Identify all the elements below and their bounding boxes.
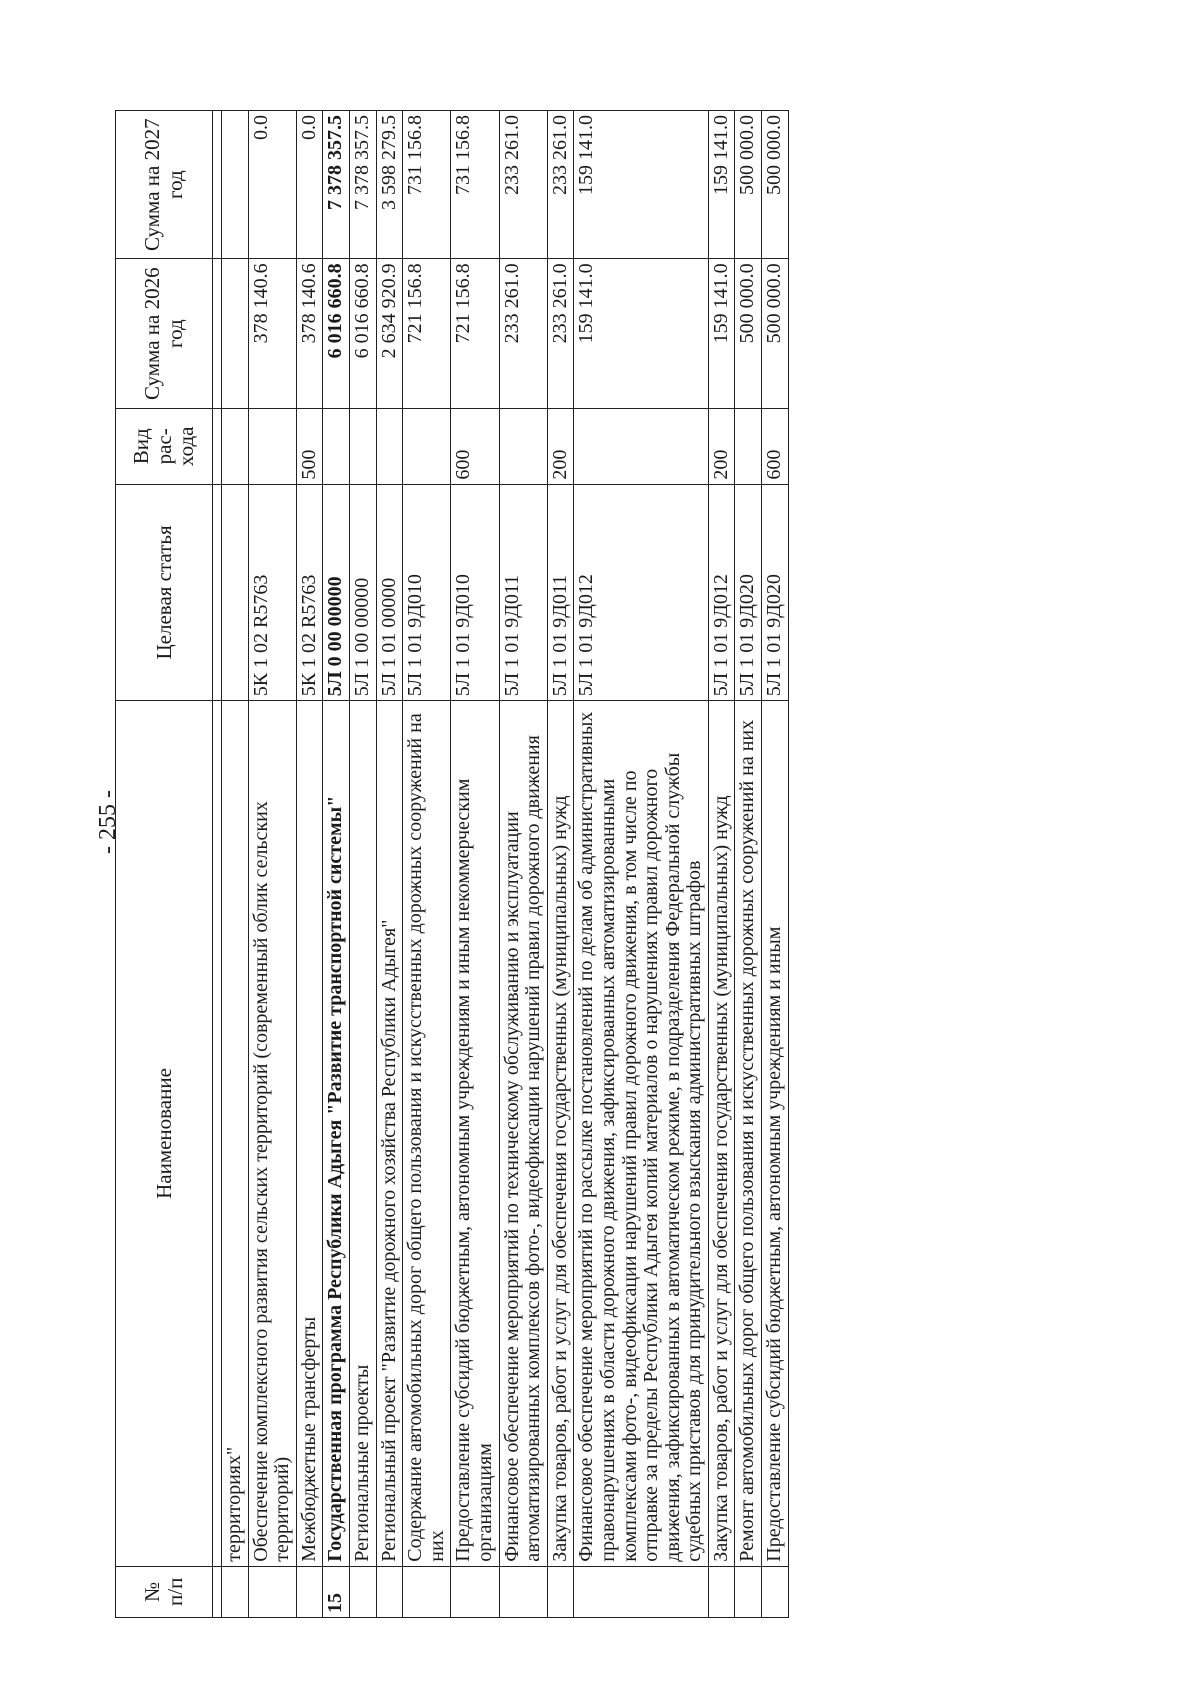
row-code-cell: 5Л 0 00 00000 — [323, 484, 350, 701]
header-sum-2027: Сумма на 2027 год — [116, 111, 213, 259]
row-num-cell: 15 — [323, 1566, 350, 1617]
row-name-cell: Ремонт автомобильных дорог общего пользования и искусственных дорожных сооружений на них — [735, 701, 762, 1566]
row-sum-2026-cell: 233 261.0 — [499, 259, 547, 409]
row-num-cell — [222, 1566, 249, 1617]
row-num-cell — [547, 1566, 574, 1617]
table-row — [499, 111, 547, 1618]
row-sum-2026-cell: 2 634 920.9 — [376, 259, 403, 409]
row-name-cell: Предоставление субсидий бюджетным, автономным учреждениям и иным — [762, 701, 789, 1566]
row-type-cell — [248, 409, 296, 485]
budget-table — [115, 110, 789, 1618]
table-row — [248, 111, 296, 1618]
table-row — [708, 111, 735, 1618]
row-code-cell: 5Л 1 01 9Д012 — [574, 484, 709, 701]
table-row — [323, 111, 350, 1618]
header-type: Вид рас-хода — [116, 409, 213, 485]
table-row — [376, 111, 403, 1618]
table-row — [735, 111, 762, 1618]
row-num-cell — [451, 1566, 499, 1617]
row-code-cell: 5Л 1 01 9Д010 — [451, 484, 499, 701]
header-name: Наименование — [116, 701, 213, 1566]
row-sum-2026-cell: 500 000.0 — [762, 259, 789, 409]
row-type-cell — [735, 409, 762, 485]
row-type-cell: 500 — [296, 409, 323, 485]
row-name-cell: Закупка товаров, работ и услуг для обеспечения государственных (муниципальных) нужд — [547, 701, 574, 1566]
row-code-cell — [222, 484, 249, 701]
row-name-cell: Обеспечение комплексного развития сельских территорий (современный облик сельских территорий) — [248, 701, 296, 1566]
row-sum-2027-cell: 0.0 — [296, 111, 323, 259]
row-num-cell — [574, 1566, 709, 1617]
table-row — [403, 111, 451, 1618]
table-row — [349, 111, 376, 1618]
row-type-cell — [349, 409, 376, 485]
row-num-cell — [499, 1566, 547, 1617]
table-row — [222, 111, 249, 1618]
row-name-cell: Региональный проект "Развитие дорожного хозяйства Республики Адыгея" — [376, 701, 403, 1566]
row-sum-2027-cell: 7 378 357.5 — [323, 111, 350, 259]
page-number: - 255 - — [95, 790, 121, 854]
row-num-cell — [248, 1566, 296, 1617]
row-code-cell: 5Л 1 01 9Д010 — [403, 484, 451, 701]
row-sum-2027-cell: 159 141.0 — [708, 111, 735, 259]
row-num-cell — [349, 1566, 376, 1617]
row-name-cell: Предоставление субсидий бюджетным, автономным учреждениям и иным некоммерческим организациям — [451, 701, 499, 1566]
row-sum-2027-cell: 731 156.8 — [403, 111, 451, 259]
row-sum-2027-cell: 3 598 279.5 — [376, 111, 403, 259]
row-type-cell — [499, 409, 547, 485]
row-name-cell: Государственная программа Республики Адыгея "Развитие транспортной системы" — [323, 701, 350, 1566]
row-name-cell: Финансовое обеспечение мероприятий по техническому обслуживанию и эксплуатации автоматизированных комплексов фото-, видеофиксации нарушений правил дорожного движения — [499, 701, 547, 1566]
header-num: № п/п — [116, 1566, 213, 1617]
row-sum-2026-cell: 159 141.0 — [708, 259, 735, 409]
table-row — [547, 111, 574, 1618]
table-body — [222, 111, 789, 1618]
row-num-cell — [708, 1566, 735, 1617]
row-type-cell — [376, 409, 403, 485]
row-code-cell: 5Л 1 01 9Д011 — [499, 484, 547, 701]
header-sum-2026: Сумма на 2026 год — [116, 259, 213, 409]
table-row — [451, 111, 499, 1618]
table-row — [762, 111, 789, 1618]
row-name-cell: Содержание автомобильных дорог общего пользования и искусственных дорожных сооружений на них — [403, 701, 451, 1566]
row-type-cell: 200 — [708, 409, 735, 485]
row-type-cell — [403, 409, 451, 485]
row-name-cell: Финансовое обеспечение мероприятий по рассылке постановлений по делам об административных правонарушениях в области дорожного движения, зафиксированных автоматизированными комплексами фото-, видеофиксации нарушений правил дорожного движения, в том числе по отправке за пределы Республики Адыгея копий материалов о нарушениях правил дорожного движения, зафиксированных в автоматическом режиме, в подразделения Федеральной службы судебных приставов для принудительного взыскания административных штрафов — [574, 701, 709, 1566]
row-type-cell — [323, 409, 350, 485]
row-num-cell — [296, 1566, 323, 1617]
row-sum-2026-cell — [222, 259, 249, 409]
row-sum-2026-cell: 6 016 660.8 — [349, 259, 376, 409]
row-sum-2027-cell — [222, 111, 249, 259]
row-type-cell: 600 — [762, 409, 789, 485]
header-code: Целевая статья — [116, 484, 213, 701]
header-spacer-row — [213, 111, 222, 1618]
rotated-page-content — [115, 110, 1012, 1618]
table-header-row — [116, 111, 213, 1618]
row-sum-2027-cell: 233 261.0 — [547, 111, 574, 259]
row-code-cell: 5Л 1 01 9Д020 — [762, 484, 789, 701]
row-sum-2026-cell: 378 140.6 — [296, 259, 323, 409]
row-sum-2027-cell: 159 141.0 — [574, 111, 709, 259]
row-name-cell: Межбюджетные трансферты — [296, 701, 323, 1566]
row-code-cell: 5Л 1 01 9Д020 — [735, 484, 762, 701]
row-sum-2027-cell: 7 378 357.5 — [349, 111, 376, 259]
row-num-cell — [735, 1566, 762, 1617]
row-sum-2027-cell: 233 261.0 — [499, 111, 547, 259]
row-code-cell: 5К 1 02 R5763 — [248, 484, 296, 701]
row-type-cell: 200 — [547, 409, 574, 485]
row-code-cell: 5Л 1 01 00000 — [376, 484, 403, 701]
row-type-cell: 600 — [451, 409, 499, 485]
row-sum-2027-cell: 0.0 — [248, 111, 296, 259]
row-code-cell: 5Л 1 01 9Д011 — [547, 484, 574, 701]
row-sum-2027-cell: 500 000.0 — [762, 111, 789, 259]
row-sum-2027-cell: 731 156.8 — [451, 111, 499, 259]
row-sum-2026-cell: 233 261.0 — [547, 259, 574, 409]
row-sum-2026-cell: 721 156.8 — [403, 259, 451, 409]
row-code-cell: 5Л 1 01 9Д012 — [708, 484, 735, 701]
row-name-cell: Региональные проекты — [349, 701, 376, 1566]
row-sum-2026-cell: 721 156.8 — [451, 259, 499, 409]
row-type-cell — [222, 409, 249, 485]
row-num-cell — [403, 1566, 451, 1617]
row-sum-2026-cell: 500 000.0 — [735, 259, 762, 409]
table-row — [574, 111, 709, 1618]
row-sum-2026-cell: 159 141.0 — [574, 259, 709, 409]
row-sum-2026-cell: 6 016 660.8 — [323, 259, 350, 409]
row-name-cell: Закупка товаров, работ и услуг для обеспечения государственных (муниципальных) нужд — [708, 701, 735, 1566]
row-sum-2026-cell: 378 140.6 — [248, 259, 296, 409]
row-code-cell: 5К 1 02 R5763 — [296, 484, 323, 701]
table-row — [296, 111, 323, 1618]
row-name-cell: территориях" — [222, 701, 249, 1566]
row-code-cell: 5Л 1 00 00000 — [349, 484, 376, 701]
row-num-cell — [762, 1566, 789, 1617]
row-num-cell — [376, 1566, 403, 1617]
row-type-cell — [574, 409, 709, 485]
row-sum-2027-cell: 500 000.0 — [735, 111, 762, 259]
